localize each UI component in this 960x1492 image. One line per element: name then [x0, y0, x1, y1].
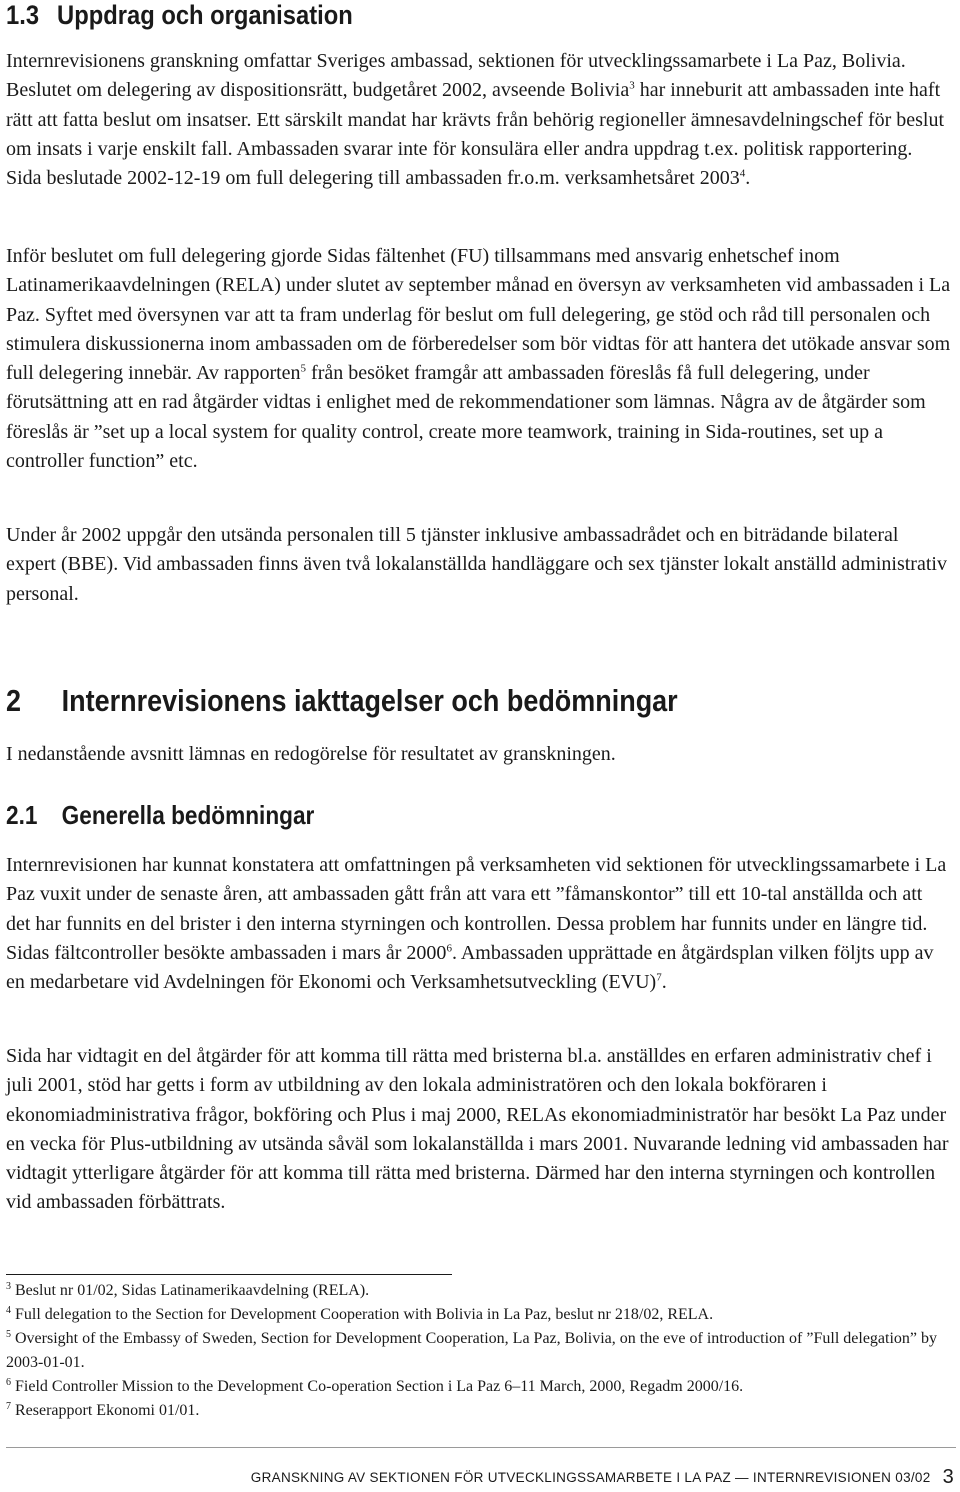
- section-number: 1.3: [6, 0, 40, 30]
- footnote-text: Full delegation to the Section for Development Cooperation with Bolivia in La Paz, beslut nr 218/02, RELA.: [15, 1306, 714, 1323]
- footnotes-list: [6, 1279, 951, 1423]
- paragraph-text: Internrevisionen har kunnat konstatera att omfattningen på verksamheten vid sektionen för utvecklingssamarbete i La Paz vuxit under de senaste åren, att ambassaden gått från att vara ett ”fåmanskontor” till ett 10-tal anställda och att det har funnits en del brister i den interna styrningen och kontrollen. Dessa problem har funnits under en längre tid. Sidas fältcontroller besökte ambassaden i mars år 2000: [6, 854, 947, 964]
- section-1-3-paragraph-3: Under år 2002 uppgår den utsända personalen till 5 tjänster inklusive ambassadrådet och en biträdande bilateral expert (BBE). Vid ambassaden finns även två lokalanställda handläggare och sex tjänster lokalt anställd administrativ personal.: [6, 524, 947, 605]
- footnote-6: [6, 1375, 951, 1399]
- footnote-ref-5[interactable]: 5: [300, 362, 307, 375]
- footnote-ref-6[interactable]: 6: [446, 942, 452, 955]
- footnote-ref-3[interactable]: 3: [629, 79, 635, 92]
- paragraph-text: Internrevisionens granskning omfattar Sveriges ambassad, sektionen för utvecklingssamarbete i La Paz, Bolivia. Beslutet om delegering av dispositionsrätt, budgetåret 2002, avseende Bolivia: [6, 50, 906, 102]
- section-1-3-heading: [6, 0, 353, 32]
- page-footer: [251, 1466, 954, 1489]
- section-2-1-paragraph-1: [6, 851, 951, 997]
- paragraph-text: .: [661, 971, 667, 994]
- page-number: 3: [942, 1466, 954, 1488]
- footnote-ref-4[interactable]: 4: [739, 167, 746, 180]
- section-title: Uppdrag och organisation: [57, 0, 353, 30]
- footnote-4: [6, 1303, 951, 1327]
- footnote-text: Beslut nr 01/02, Sidas Latinamerikaavdelning (RELA).: [15, 1282, 370, 1299]
- footnote-3: [6, 1279, 951, 1303]
- section-number: 2.1: [6, 800, 38, 830]
- running-title: GRANSKNING AV SEKTIONEN FÖR UTVECKLINGSSAMARBETE I LA PAZ — INTERNREVISIONEN 03/02: [250, 1470, 931, 1485]
- section-title: Internrevisionens iakttagelser och bedömningar: [61, 683, 678, 718]
- section-1-3-paragraph-1: [6, 47, 951, 193]
- footnote-text: Reserapport Ekonomi 01/01.: [15, 1402, 200, 1419]
- footnote-separator: [6, 1274, 452, 1275]
- footnote-text: Field Controller Mission to the Development Co-operation Section i La Paz 6–11 March, 2000, Regadm 2000/16.: [15, 1378, 744, 1395]
- footnote-number: 4: [6, 1304, 11, 1316]
- paragraph-text: Inför beslutet om full delegering gjorde Sidas fältenhet (FU) tillsammans med ansvarig enhetschef inom Latinamerikaavdelningen (RELA) under slutet av september månad en översyn av verksamheten vid ambassaden i La Paz. Syftet med översynen var att ta fram underlag för beslut om full delegering, ge stöd och råd till personalen och stimulera diskussionerna inom ambassaden om de förberedelser som bör vidtas för att hantera det utökade ansvar som full delegering innebär. Av rapporten: [6, 245, 951, 385]
- section-number: 2: [6, 683, 22, 718]
- section-2-heading: [6, 681, 678, 721]
- paragraph-text: har inneburit att ambassaden inte haft rätt att fatta beslut om insatser. Ett särskilt mandat har krävts från behörig regioneller ämnesavdelningschef för beslut om insats i varje enskilt fall. Ambassaden svarar inte för konsulära eller andra uppdrag t.ex. politisk rapportering. Sida beslutade 2002-12-19 om full delegering till ambassaden fr.o.m. verksamhetsåret 2003: [6, 79, 945, 190]
- footnote-number: 6: [6, 1376, 11, 1388]
- section-1-3-paragraph-2: [6, 242, 951, 476]
- section-2-paragraph-1: I nedanstående avsnitt lämnas en redogörelse för resultatet av granskningen.: [6, 743, 616, 765]
- footnote-number: 7: [6, 1400, 11, 1412]
- section-2-1-paragraph-2: Sida har vidtagit en del åtgärder för att komma till rätta med bristerna bl.a. anställdes en erfaren administrativ chef i juli 2001, stöd har getts i form av utbildning av den lokala administratören och den lokala bokföraren i ekonomiadministrativa frågor, bokföring och Plus i maj 2000, RELAs ekonomiadministratör har besökt La Paz under en vecka för Plus-utbildning av utsända såväl som lokalanställda i mars 2001. Nuvarande ledning vid ambassaden har vidtagit ytterligare åtgärder för att komma till rätta med bristerna. Därmed har den interna styrningen och kontrollen vid ambassaden förbättrats.: [6, 1045, 949, 1214]
- paragraph-text: från besöket framgår att ambassaden föreslås få full delegering, under förutsättning att en rad åtgärder vidtas i enlighet med de rekommendationer som lämnas. Några av de åtgärder som föreslås är ”set up a local system for quality control, create more teamwork, training in Sida-routines, set up a controller function” etc.: [6, 362, 926, 473]
- footnote-ref-7[interactable]: 7: [656, 971, 662, 984]
- section-title: Generella bedömningar: [61, 800, 315, 830]
- section-2-1-heading: [6, 798, 314, 832]
- footnote-number: 5: [6, 1328, 11, 1340]
- footnote-number: 3: [6, 1280, 11, 1292]
- footnote-5: [6, 1327, 951, 1375]
- footnote-text: Oversight of the Embassy of Sweden, Section for Development Cooperation, La Paz, Bolivia, on the eve of introduction of ”Full delegation” by 2003-01-01.: [6, 1330, 938, 1371]
- paragraph-text: .: [745, 167, 751, 190]
- footer-separator: [6, 1447, 956, 1448]
- footnote-7: [6, 1399, 951, 1423]
- paragraph-text: . Ambassaden upprättade en åtgärdsplan vilken följts upp av en medarbetare vid Avdelningen för Ekonomi och Verksamhetsutveckling (EVU): [6, 941, 934, 994]
